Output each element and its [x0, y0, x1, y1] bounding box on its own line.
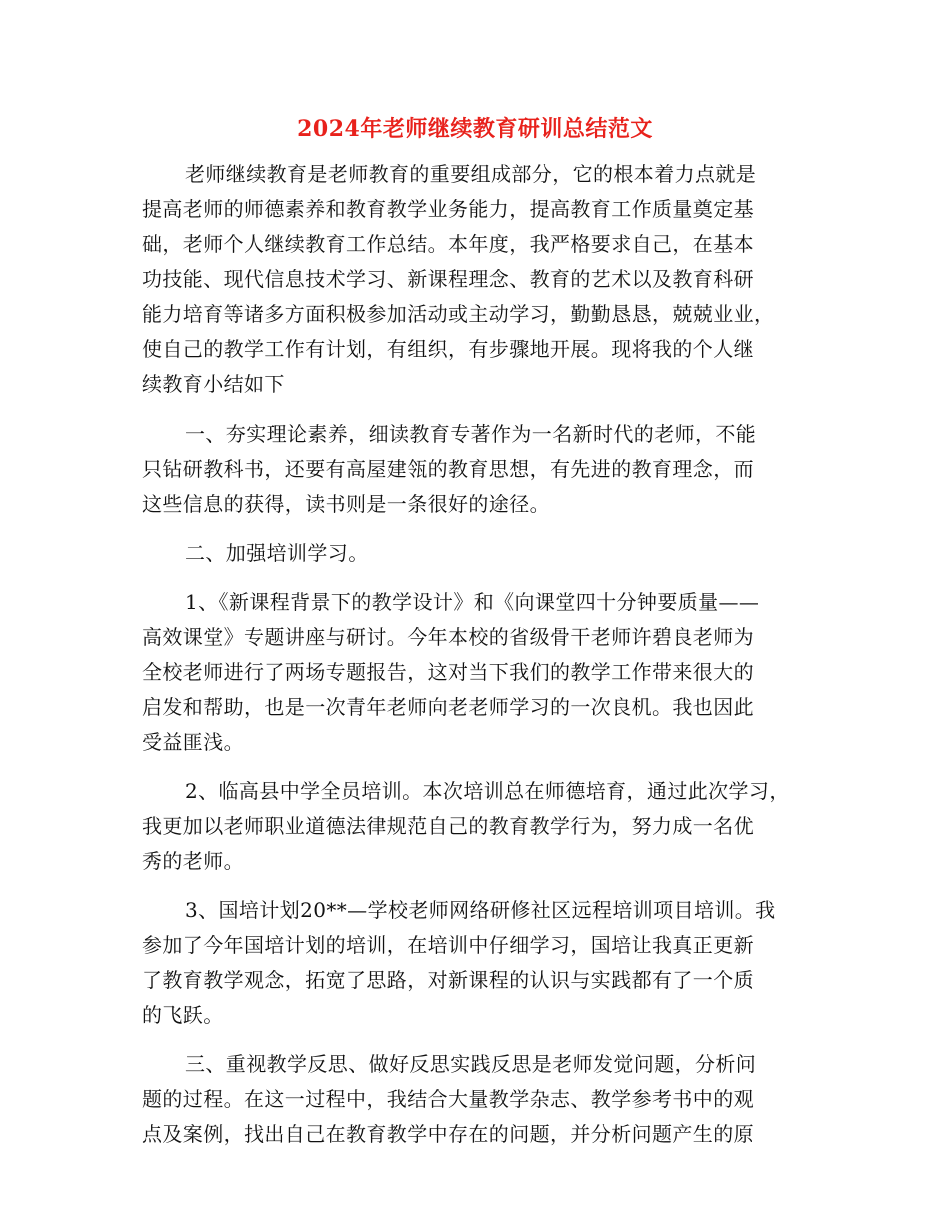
body-line: 全校老师进行了两场专题报告，这对当下我们的教学工作带来很大的: [142, 660, 754, 684]
body-line: 3、国培计划20**—学校老师网络研修社区远程培训项目培训。我: [185, 898, 776, 922]
body-line: 1、《新课程背景下的教学设计》和《向课堂四十分钟要质量——: [185, 590, 760, 614]
body-line: 础，老师个人继续教育工作总结。本年度，我严格要求自己，在基本: [142, 232, 754, 256]
body-line: 题的过程。在这一过程中，我结合大量教学杂志、教学参考书中的观: [142, 1087, 754, 1111]
body-line: 高效课堂》专题讲座与研讨。今年本校的省级骨干老师许碧良老师为: [142, 625, 754, 649]
body-line: 续教育小结如下: [142, 372, 285, 396]
section-heading: 二、加强培训学习。: [185, 541, 369, 565]
body-line: 三、重视教学反思、做好反思实践反思是老师发觉问题，分析问: [185, 1052, 757, 1076]
document-title: 2024年老师继续教育研训总结范文: [297, 116, 653, 142]
body-line: 2、临高县中学全员培训。本次培训总在师德培育，通过此次学习，: [185, 779, 790, 803]
body-line: 的飞跃。: [142, 1003, 224, 1027]
body-line: 老师继续教育是老师教育的重要组成部分，它的根本着力点就是: [185, 162, 757, 186]
body-line: 能力培育等诸多方面积极参加活动或主动学习，勤勤恳恳，兢兢业业，: [142, 302, 775, 326]
body-line: 一、夯实理论素养，细读教育专著作为一名新时代的老师，不能: [185, 422, 757, 446]
body-line: 提高老师的师德素养和教育教学业务能力，提高教育工作质量奠定基: [142, 197, 754, 221]
body-line: 受益匪浅。: [142, 730, 244, 754]
body-line: 只钻研教科书，还要有高屋建瓴的教育思想，有先进的教育理念，而: [142, 457, 754, 481]
body-line: 参加了今年国培计划的培训，在培训中仔细学习，国培让我真正更新: [142, 933, 754, 957]
body-line: 启发和帮助，也是一次青年老师向老老师学习的一次良机。我也因此: [142, 695, 754, 719]
body-line: 这些信息的获得，读书则是一条很好的途径。: [142, 492, 550, 516]
body-line: 点及案例，找出自己在教育教学中存在的问题，并分析问题产生的原: [142, 1122, 754, 1146]
body-line: 我更加以老师职业道德法律规范自己的教育教学行为，努力成一名优: [142, 814, 754, 838]
body-line: 秀的老师。: [142, 849, 244, 873]
body-line: 了教育教学观念，拓宽了思路，对新课程的认识与实践都有了一个质: [142, 968, 754, 992]
body-line: 功技能、现代信息技术学习、新课程理念、教育的艺术以及教育科研: [142, 267, 754, 291]
body-line: 使自己的教学工作有计划，有组织，有步骤地开展。现将我的个人继: [142, 337, 754, 361]
